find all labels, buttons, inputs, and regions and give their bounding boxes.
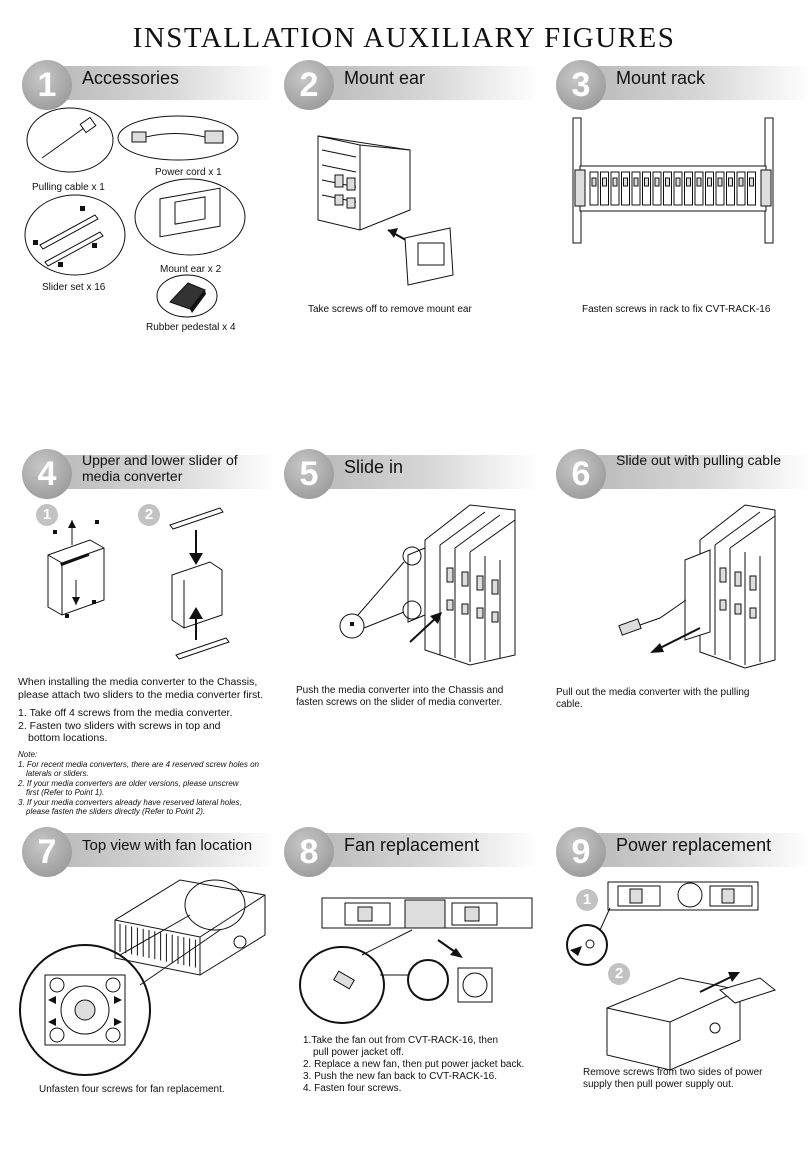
section-title: Top view with fan location	[82, 837, 253, 854]
slide-out-caption: Pull out the media converter with the pulling cable.	[556, 687, 750, 710]
sub-step-badge: 2	[608, 963, 630, 985]
mount-ear-label: Mount ear x 2	[160, 264, 222, 275]
sub-step-badge: 2	[138, 504, 160, 526]
section-title: Upper and lower slider of media converter	[82, 452, 238, 484]
page-title: INSTALLATION AUXILIARY FIGURES	[132, 22, 676, 54]
section-title: Slide in	[344, 457, 404, 477]
mount-ear-caption: Take screws off to remove mount ear	[308, 304, 472, 315]
slider-steps: 1. Take off 4 screws from the media converter. 2. Fasten two sliders with screws in top and bottom locations.	[18, 707, 233, 744]
rubber-pedestal-label: Rubber pedestal x 4	[146, 322, 236, 333]
power-cord-label: Power cord x 1	[155, 167, 222, 178]
section-title: Mount ear	[344, 68, 426, 88]
sub-step-badge: 1	[36, 504, 58, 526]
section-title: Slide out with pulling cable	[616, 452, 781, 468]
power-replacement-caption: Remove screws from two sides of power supply then pull power supply out.	[583, 1067, 763, 1090]
slider-intro: When installing the media converter to the Chassis, please attach two sliders to the media converter first.	[18, 676, 264, 701]
slider-set-label: Slider set x 16	[42, 282, 106, 293]
slide-in-caption: Push the media converter into the Chassis and fasten screws on the slider of media converter.	[296, 685, 504, 708]
mount-rack-caption: Fasten screws in rack to fix CVT-RACK-16	[582, 304, 771, 315]
section-title: Accessories	[82, 68, 180, 88]
fan-location-caption: Unfasten four screws for fan replacement.	[39, 1084, 225, 1095]
section-title: Power replacement	[616, 835, 772, 855]
pulling-cable-label: Pulling cable x 1	[32, 182, 105, 193]
fan-replacement-steps: 1.Take the fan out from CVT-RACK-16, then pull power jacket off. 2. Replace a new fan, then put power jacket back. 3. Push the new fan back to CVT-RACK-16. 4. Fasten four screws.	[303, 1035, 525, 1094]
section-title: Fan replacement	[344, 835, 480, 855]
slider-notes: Note: 1. For recent media converters, there are 4 reserved screw holes on laterals or sliders. 2. If your media converters are older versions, please unscrew first (Refer to Point 1). 3. If your media converters already have reserved lateral holes, please fasten the sliders directly (Refer to Point 2).	[18, 750, 259, 816]
section-title: Mount rack	[616, 68, 706, 88]
sub-step-badge: 1	[576, 889, 598, 911]
